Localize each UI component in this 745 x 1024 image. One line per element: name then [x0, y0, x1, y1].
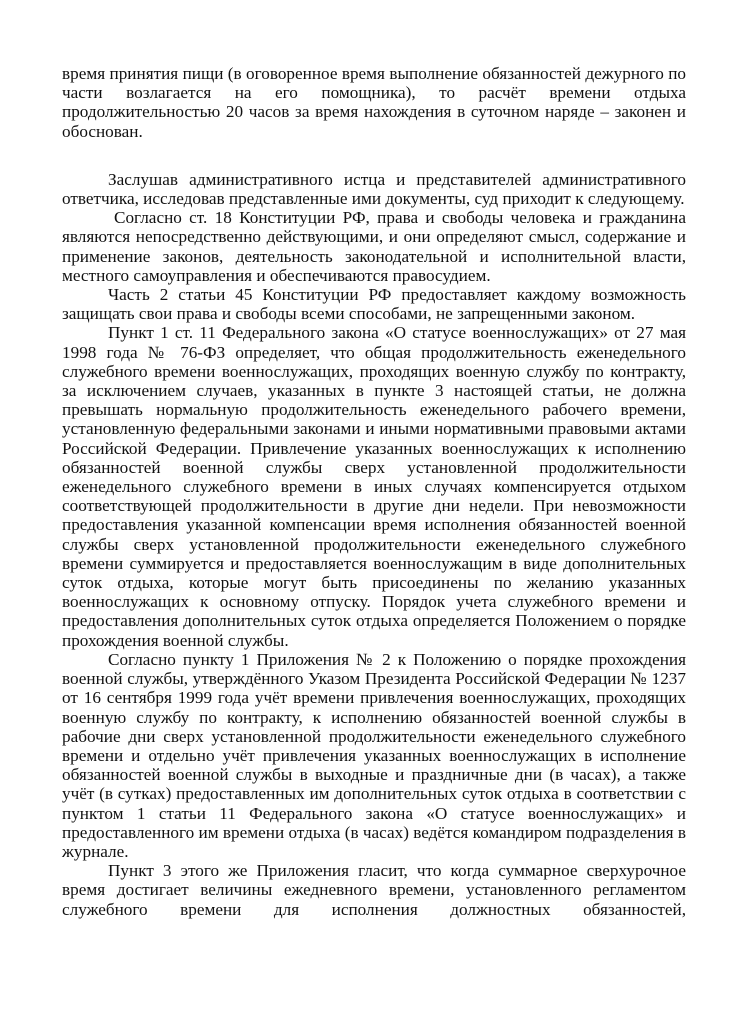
paragraph-constitution-art18: Согласно ст. 18 Конституции РФ, права и свободы человека и гражданина являются непосредственно действующими, и они определяют смысл, содержание и применение законов, деятельность законодательной и исполнительной власти, местного самоуправления и обеспечиваются правосудием. [62, 208, 686, 285]
paragraph-appendix-point3: Пункт 3 этого же Приложения гласит, что когда суммарное сверхурочное время достигает величины ежедневного времени, установленного регламентом служебного времени для исполнения должностных обязанностей, [62, 861, 686, 919]
paragraph-court-findings: Заслушав административного истца и представителей административного ответчика, исследовав представленные ими документы, суд приходит к следующему. [62, 169, 686, 209]
paragraph-constitution-art45: Часть 2 статьи 45 Конституции РФ предоставляет каждому возможность защищать свои права и свободы всеми способами, не запрещенными законом. [62, 285, 686, 324]
paragraph-appendix-point1: Согласно пункту 1 Приложения № 2 к Положению о порядке прохождения военной службы, утверждённого Указом Президента Российской Федерации № 1237 от 16 сентября 1999 года учёт времени привлечения военнослужащих, проходящих военную службу по контракту, к исполнению обязанностей военной службы в рабочие дни сверх установленной продолжительности еженедельного служебного времени и отдельно учёт привлечения указанных военнослужащих в исполнение обязанностей военной службы в выходные и праздничные дни (в часах), а также учёт (в сутках) предоставленных им дополнительных суток отдыха в соответствии с пунктом 1 статьи 11 Федерального закона «О статусе военнослужащих» и предоставленного им времени отдыха (в часах) ведётся командиром подразделения в журнале. [62, 649, 686, 861]
paragraph-federal-law-art11: Пункт 1 ст. 11 Федерального закона «О статусе военнослужащих» от 27 мая 1998 года № 76-ФЗ определяет, что общая продолжительность еженедельного служебного времени военнослужащих, проходящих военную службу по контракту, за исключением случаев, указанных в пункте 3 настоящей статьи, не должна превышать нормальную продолжительность еженедельного рабочего времени, установленную федеральными законами и иными нормативными правовыми актами Российской Федерации. Привлечение указанных военнослужащих к исполнению обязанностей военной службы сверх установленной продолжительности еженедельного служебного времени в иных случаях компенсируется отдыхом соответствующей продолжительности в другие дни недели. При невозможности предоставления указанной компенсации время исполнения обязанностей военной службы сверх установленной продолжительности еженедельного служебного времени суммируется и предоставляется военнослужащим в виде дополнительных суток отдыха, которые могут быть присоединены по желанию указанных военнослужащих к основному отпуску. Порядок учета служебного времени и предоставления дополнительных суток отдыха определяется Положением о порядке прохождения военной службы. [62, 323, 686, 650]
paragraph-gap [62, 141, 686, 170]
document-page [62, 64, 686, 919]
paragraph-continuation: время принятия пищи (в оговоренное время выполнение обязанностей дежурного по части возлагается на его помощника), то расчёт времени отдыха продолжительностью 20 часов за время нахождения в суточном наряде – законен и обоснован. [62, 64, 686, 141]
